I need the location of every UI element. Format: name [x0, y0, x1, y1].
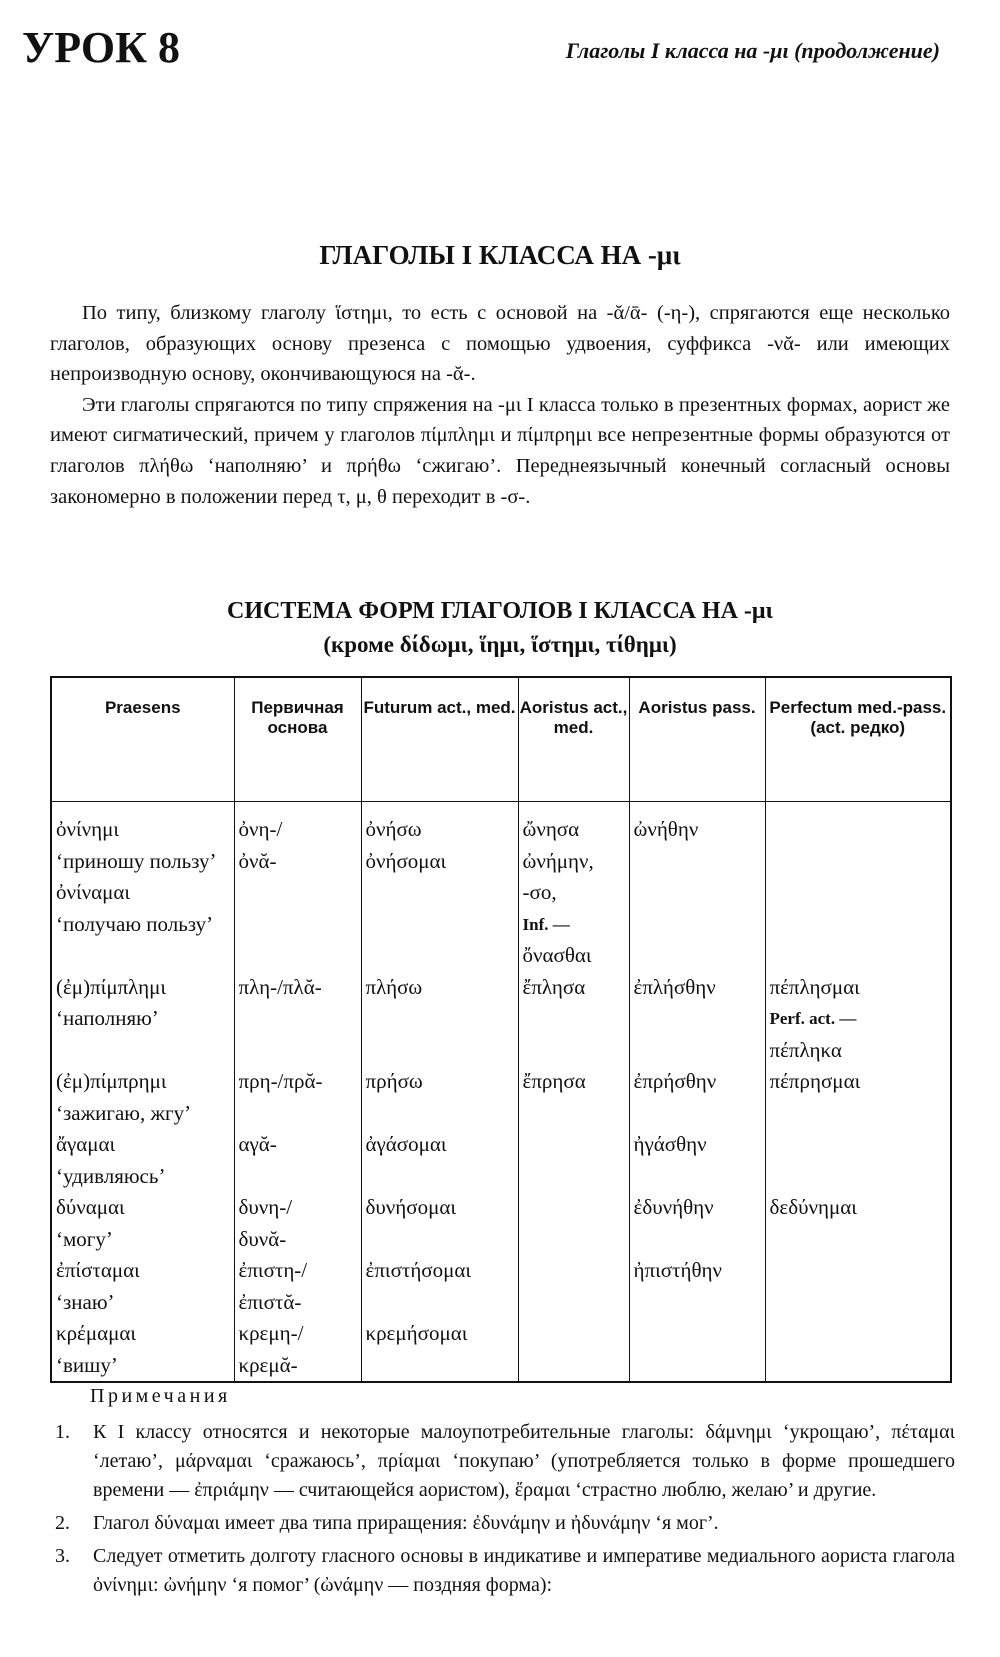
table-cell-line — [366, 1287, 514, 1319]
table-cell-line — [523, 1350, 625, 1382]
table-cell-line — [523, 1161, 625, 1193]
section-title: ГЛАГОЛЫ I КЛАССА НА -μι — [319, 240, 681, 270]
note-number: 3. — [55, 1545, 70, 1567]
header-perfectum: Perfectum med.-pass. (act. редко) — [765, 677, 951, 802]
table-cell-line — [239, 1161, 357, 1193]
table-cell-line — [770, 814, 947, 846]
table-cell-line: πλη-/πλᾰ- — [238, 974, 322, 999]
table-cell-line: ἐπιστᾰ- — [238, 1289, 302, 1314]
table-cell-line: -σο, — [522, 880, 557, 904]
table-cell-line — [366, 877, 514, 909]
table-cell-line — [634, 1161, 761, 1193]
table-cell-line: δυνᾰ- — [238, 1226, 287, 1251]
col-stem — [234, 802, 361, 1383]
table-cell-line — [56, 940, 230, 972]
table-cell-line: πέπλησμαι — [769, 974, 860, 999]
table-cell-line — [239, 1003, 357, 1035]
table-cell-line — [366, 1161, 514, 1193]
note-text: К I классу относятся и некоторые малоупотребительные глаголы: δάμνημι ‘укрощаю’, πέταμαι ‘летаю’, μάρναμαι ‘сражаюсь’, πρίαμαι ‘покупаю’ (употребляется только в форме прошедшего времени — ἐπριάμην — считающейся аористом), ἔραμαι ‘страстно люблю, желаю’ и другие. — [93, 1421, 955, 1501]
table-cell-line: δυνη-/ — [238, 1195, 293, 1219]
table-cell-line — [366, 940, 514, 972]
table-cell-line: ἐπρήσθην — [633, 1069, 717, 1093]
table-cell-line: ‘знаю’ — [56, 1289, 115, 1314]
intro-text — [50, 298, 950, 512]
table-cell-line: ὄνασθαι — [522, 943, 592, 967]
table-cell-line — [770, 846, 947, 878]
col-futurum — [361, 802, 518, 1383]
table-cell-line — [239, 940, 357, 972]
header-praesens: Praesens — [51, 677, 234, 802]
table-cell-line: Inf. — — [522, 914, 570, 934]
table-cell-line: ὠνήθην — [633, 817, 699, 841]
table-cell-line: (ἐμ)πίμπλημι — [56, 974, 167, 999]
table-cell-line: ‘зажигаю, жгу’ — [56, 1100, 192, 1125]
table-cell-line — [770, 1129, 947, 1161]
table-cell-line: ‘вишу’ — [56, 1352, 118, 1377]
table-cell-line — [239, 909, 357, 941]
table-cell-line: κρέμαμαι — [56, 1321, 137, 1345]
note-item — [55, 1418, 955, 1505]
table-cell-line: πέπρησμαι — [769, 1069, 861, 1093]
table-cell-line — [634, 909, 761, 941]
table-cell-line: δεδύνημαι — [769, 1195, 857, 1219]
table-cell-line: ἔπλησα — [522, 974, 586, 999]
col-perfectum — [765, 802, 951, 1383]
table-cell-line — [770, 1161, 947, 1193]
note-number: 2. — [55, 1512, 70, 1534]
table-cell-line — [523, 1255, 625, 1287]
table-cell-line: κρεμη-/ — [238, 1321, 304, 1345]
table-cell-line: ὀνίνημι — [56, 817, 120, 841]
table-cell-line: ἐπίσταμαι — [56, 1258, 140, 1282]
table-cell-line — [366, 1098, 514, 1130]
table-cell-line: ἔπρησα — [522, 1069, 586, 1093]
table-cell-line — [239, 1035, 357, 1067]
table-cell-line — [239, 1098, 357, 1130]
table-cell-line — [770, 1224, 947, 1256]
col-aorist-act — [518, 802, 629, 1383]
table-cell-line: ἀγάσομαι — [365, 1132, 447, 1156]
table-cell-line — [523, 1035, 625, 1067]
table-cell-line: ἠπιστήθην — [633, 1258, 723, 1282]
table-cell-line: κρεμᾰ- — [238, 1352, 298, 1377]
table-cell-line: ‘наполняю’ — [56, 1006, 159, 1030]
table-cell-line — [523, 1129, 625, 1161]
note-item — [55, 1542, 955, 1600]
table-subtitle: (кроме δίδωμι, ἵημι, ἵστημι, τίθημι) — [323, 632, 677, 657]
table-cell-line: ὀνη-/ — [238, 817, 283, 841]
table-cell-line — [770, 1318, 947, 1350]
table-cell-line: πλήσω — [365, 974, 423, 999]
table-cell-line — [634, 1098, 761, 1130]
table-cell-line — [634, 846, 761, 878]
table-cell-line: ‘приношу пользу’ — [56, 848, 217, 873]
table-cell-line — [770, 1350, 947, 1382]
table-cell-line — [523, 1192, 625, 1224]
header-aorist-act: Aoristus act., med. — [518, 677, 629, 802]
table-cell-line — [366, 1224, 514, 1256]
table-cell-line: δυνήσομαι — [365, 1195, 457, 1219]
table-cell-line: ‘получаю пользу’ — [56, 911, 214, 936]
table-cell-line — [523, 1003, 625, 1035]
table-cell-line: κρεμήσομαι — [365, 1321, 468, 1345]
table-cell-line — [523, 1224, 625, 1256]
table-cell-line: ἄγαμαι — [56, 1132, 116, 1156]
header-aorist-pass: Aoristus pass. — [629, 677, 765, 802]
table-cell-line — [366, 1035, 514, 1067]
table-header-row — [51, 677, 951, 802]
table-cell-line — [634, 1035, 761, 1067]
table-cell-line — [523, 1098, 625, 1130]
table-cell-line: ἐδυνήθην — [633, 1195, 714, 1219]
note-text: Следует отметить долготу гласного основы в индикативе и императиве медиального аориста глагола ὀνίνημι: ὠνήμην ‘я помог’ (ὠνάμην — поздняя форма): — [93, 1545, 955, 1596]
table-cell-line — [366, 1003, 514, 1035]
table-cell-line — [634, 1224, 761, 1256]
table-cell-line — [634, 1318, 761, 1350]
table-cell-line: αγᾰ- — [238, 1132, 277, 1156]
lesson-number: УРОК 8 — [22, 23, 181, 72]
table-cell-line: (ἐμ)πίμπρημι — [56, 1069, 167, 1093]
table-cell-line — [239, 877, 357, 909]
header-stem: Первичная основа — [234, 677, 361, 802]
note-number: 1. — [55, 1421, 70, 1443]
table-cell-line: ἠγάσθην — [633, 1132, 707, 1156]
table-cell-line — [770, 1255, 947, 1287]
table-cell-line — [634, 877, 761, 909]
table-cell-line — [523, 1318, 625, 1350]
table-cell-line: ὀνήσομαι — [365, 848, 447, 873]
header-futurum: Futurum act., med. — [361, 677, 518, 802]
table-cell-line: πρη-/πρᾰ- — [238, 1069, 323, 1093]
table-cell-line — [770, 1098, 947, 1130]
note-text: Глагол δύναμαι имеет два типа приращения: ἐδυνάμην и ἠδυνάμην ‘я мог’. — [93, 1512, 719, 1534]
table-cell-line: πρήσω — [365, 1069, 423, 1093]
table-cell-line — [56, 1035, 230, 1067]
table-cell-line — [523, 1287, 625, 1319]
table-cell-line: ὀνήσω — [365, 817, 422, 841]
table-title: СИСТЕМА ФОРМ ГЛАГОЛОВ I КЛАССА НА -μι — [227, 598, 773, 624]
table-cell-line — [770, 940, 947, 972]
table-cell-line: ‘удивляюсь’ — [56, 1163, 166, 1188]
table-cell-line: ὠνήμην, — [522, 848, 594, 873]
paragraph-1: По типу, близкому глаголу ἵστημι, то есть с основой на -ᾰ/ᾱ- (-η-), спрягаются еще несколько глаголов, образующих основу презенса с помощью удвоения, суффикса -νᾰ- или имеющих непроизводную основу, окончивающуюся на -ᾰ-. — [50, 302, 950, 386]
table-cell-line — [366, 909, 514, 941]
table-cell-line — [770, 909, 947, 941]
table-cell-line: ἐπιστη-/ — [238, 1258, 308, 1282]
table-cell-line: πέπληκα — [769, 1037, 842, 1062]
note-item — [55, 1509, 955, 1538]
notes-title: Примечания — [90, 1385, 231, 1407]
table-cell-line — [634, 940, 761, 972]
table-cell-line — [634, 1350, 761, 1382]
col-praesens — [51, 802, 234, 1383]
table-cell-line — [770, 877, 947, 909]
table-cell-line: Perf. act. — — [769, 1009, 857, 1028]
table-body-row — [51, 802, 951, 1383]
paragraph-2: Эти глаголы спрягаются по типу спряжения на -μι I класса только в презентных формах, аорист же имеют сигматический, причем у глаголов πίμπλημι и πίμπρημι все непрезентные формы образуются от глаголов πλήθω ‘наполняю’ и πρήθω ‘сжигаю’. Переднеязычный конечный согласный основы закономерно в положении перед τ, μ, θ переходит в -σ-. — [50, 393, 950, 508]
notes-list — [55, 1418, 955, 1604]
table-cell-line — [770, 1287, 947, 1319]
table-cell-line: δύναμαι — [56, 1195, 125, 1219]
col-aorist-pass — [629, 802, 765, 1383]
verb-forms-table — [50, 676, 952, 1383]
table-cell-line: ‘могу’ — [56, 1226, 113, 1251]
table-cell-line — [634, 1287, 761, 1319]
table-cell-line — [634, 1003, 761, 1035]
table-cell-line: ὀνίναμαι — [56, 880, 131, 904]
table-cell-line: ἐπλήσθην — [633, 974, 716, 999]
table-cell-line: ἐπιστήσομαι — [365, 1258, 472, 1282]
table-cell-line: ὀνᾰ- — [238, 848, 277, 873]
table-cell-line — [366, 1350, 514, 1382]
running-title: Глаголы I класса на -μι (продолжение) — [565, 38, 940, 63]
table-cell-line: ὤνησα — [522, 817, 580, 841]
